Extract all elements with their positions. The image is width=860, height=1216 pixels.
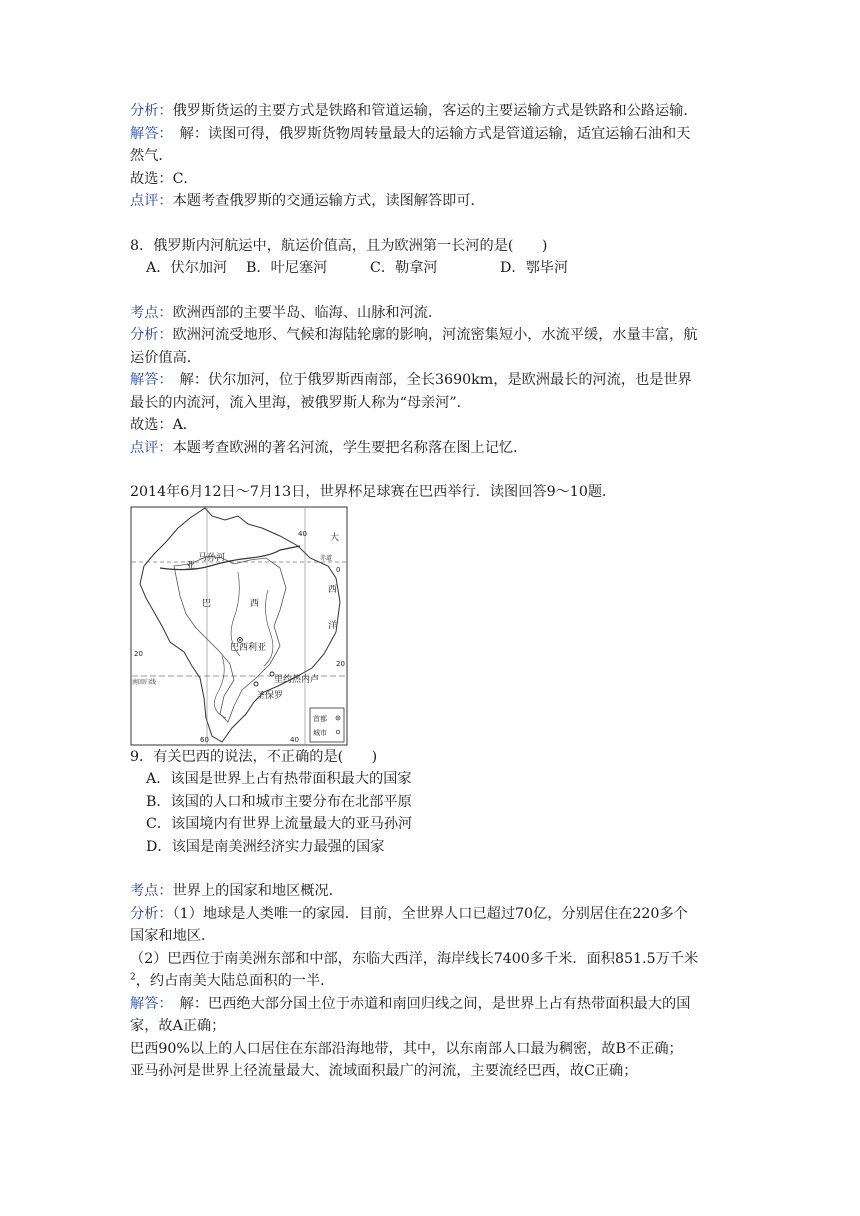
- point-text: 欧洲西部的主要半岛、临海、山脉和河流．: [172, 304, 443, 321]
- label-equator: 赤道: [320, 554, 333, 562]
- analysis-label: 分析：: [130, 103, 173, 119]
- analysis-text: 俄罗斯货运的主要方式是铁路和管道运输，客运的主要运输方式是铁路和公路运输．: [172, 103, 698, 119]
- label-lon60-bottom: 60: [200, 735, 209, 744]
- q9-answer-b: 巴西90%以上的人口居住在东部沿海地带，其中，以东南部人口最为稠密，故B不正确；: [130, 1040, 683, 1057]
- q9-option-b: B．该国的人口和城市主要分布在北部平原: [146, 793, 412, 810]
- label-ba: 巴: [202, 598, 212, 609]
- q7-choice: 故选：C．: [130, 170, 198, 187]
- q8-options: [130, 257, 740, 280]
- comment-label: 点评：: [130, 439, 173, 456]
- label-amazon: 马孙河: [198, 552, 226, 563]
- q7-answer-cont: 然气．: [130, 148, 173, 164]
- answer-label: 解答：: [130, 995, 166, 1012]
- analysis-label: 分析：: [130, 905, 173, 922]
- q9-point: [130, 880, 740, 903]
- q9-answer-cont: 家，故A正确；: [130, 1018, 226, 1034]
- point-label: 考点：: [130, 883, 173, 899]
- answer-label: 解答：: [130, 372, 166, 388]
- q9-option-d: D．该国是南美洲经济实力最强的国家: [146, 838, 385, 855]
- q8-option-c: C．勒拿河: [370, 260, 438, 276]
- q9-analysis: [130, 903, 740, 926]
- legend-capital: 首都: [313, 714, 327, 723]
- q8-choice: 故选：A．: [130, 417, 197, 433]
- q9-answer: [130, 993, 740, 1016]
- q9-analysis-2: （2）巴西位于南美洲东部和中部，东临大西洋，海岸线长7400多千米．面积851.5万千米: [130, 950, 699, 967]
- label-saopaulo: 圣保罗: [256, 690, 284, 701]
- q8-comment: [130, 437, 740, 460]
- analysis-label: 分析：: [130, 327, 173, 343]
- answer-text: 解：巴西绝大部分国土位于赤道和南回归线之间，是世界上占有热带面积最大的国: [165, 995, 691, 1012]
- q8-option-b: B．叶尼塞河: [246, 260, 328, 276]
- q8-analysis-cont: 运价值高．: [130, 349, 201, 366]
- brazil-map: [130, 506, 348, 746]
- q8-point: [130, 302, 740, 325]
- answer-label: 解答：: [130, 125, 166, 142]
- label-lon40-bottom: 40: [290, 735, 299, 744]
- q7-answer: [130, 123, 740, 146]
- label-lat20: 20: [134, 649, 143, 658]
- q8-stem: 8．俄罗斯内河航运中，航运价值高，且为欧洲第一长河的是( ): [130, 237, 548, 254]
- q8-option-d: D．鄂毕河: [500, 260, 569, 276]
- label-ya: 亚: [186, 560, 196, 571]
- superscript: 2: [130, 972, 136, 983]
- q9-option-a: A．该国是世界上占有热带面积最大的国家: [146, 771, 412, 787]
- legend-city: 城市: [313, 728, 327, 737]
- q7-analysis: [130, 100, 740, 123]
- comment-label: 点评：: [130, 193, 173, 209]
- answer-text: 解：读图可得，俄罗斯货物周转量最大的运输方式是管道运输，适宜运输石油和天: [165, 125, 691, 142]
- point-text: 世界上的国家和地区概况．: [172, 883, 343, 899]
- label-yang: 洋: [328, 620, 338, 631]
- analysis-text: ，约占南美大陆总面积的一半．: [135, 973, 335, 989]
- q9-option-c: C．该国境内有世界上流量最大的亚马孙河: [146, 816, 413, 832]
- label-xi2: 西: [328, 584, 338, 595]
- q9-stem: 9．有关巴西的说法，不正确的是( ): [130, 748, 378, 765]
- label-da: 大: [330, 532, 340, 543]
- point-label: 考点：: [130, 304, 173, 321]
- analysis-text: （1）地球是人类唯一的家园．目前，全世界人口已超过70亿，分别居住在220多个: [172, 905, 688, 922]
- label-lat20b: 20: [336, 659, 345, 668]
- q8-analysis: [130, 324, 740, 347]
- answer-text: 解：伏尔加河，位于俄罗斯西南部，全长3690km，是欧洲最长的河流，也是世界: [165, 372, 692, 388]
- q7-comment: [130, 190, 740, 213]
- q9-analysis-cont: 国家和地区．: [130, 928, 216, 944]
- label-lon40-top: 40: [298, 529, 307, 538]
- comment-text: 本题考查俄罗斯的交通运输方式，读图解答即可．: [172, 193, 485, 209]
- label-tropic: 南回归线: [132, 678, 157, 686]
- label-lat0: 0: [336, 565, 341, 574]
- document-page: [130, 100, 740, 1083]
- comment-text: 本题考查欧洲的著名河流，学生要把名称落在图上记忆．: [172, 439, 528, 456]
- intro-text: 2014年6月12日～7月13日，世界杯足球赛在巴西举行．读图回答9～10题．: [130, 484, 617, 500]
- q8-option-a: A．伏尔加河: [146, 260, 228, 276]
- label-rio: 里约热内卢: [274, 674, 320, 685]
- label-brasilia: 巴西利亚: [230, 642, 267, 653]
- q8-answer: [130, 369, 740, 392]
- q9-answer-c: 亚马孙河是世界上径流量最大、流域面积最广的河流，主要流经巴西，故C正确；: [130, 1063, 638, 1079]
- q9-analysis-2-cont: [130, 970, 740, 993]
- q8-answer-cont: 最长的内流河，流入里海，被俄罗斯人称为“母亲河”．: [130, 394, 471, 411]
- brazil-map-svg: [130, 506, 348, 746]
- label-xi: 西: [250, 598, 260, 609]
- analysis-text: 欧洲河流受地形、气候和海陆轮廓的影响，河流密集短小，水流平缓，水量丰富，航: [172, 327, 698, 343]
